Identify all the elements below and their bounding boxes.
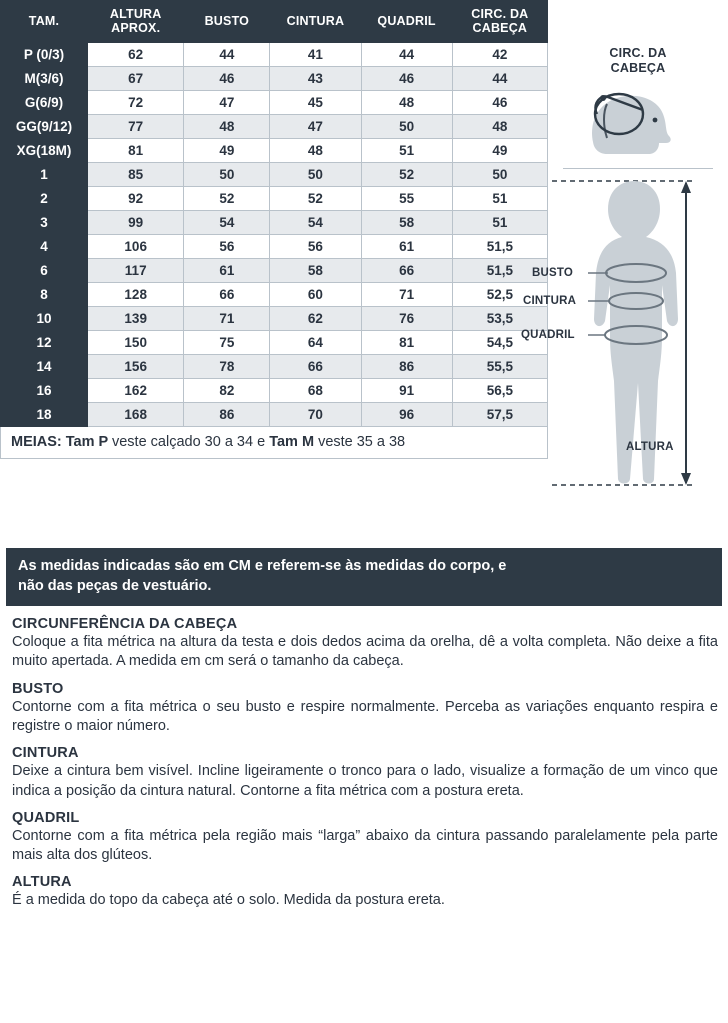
cell-cintura: 66 (270, 354, 361, 378)
table-row (1, 306, 548, 330)
cell-quadril: 66 (361, 258, 452, 282)
instructions-section (0, 606, 728, 911)
cell-altura: 156 (88, 354, 184, 378)
cell-cintura: 68 (270, 378, 361, 402)
cell-quadril: 46 (361, 66, 452, 90)
cell-quadril: 91 (361, 378, 452, 402)
table-row (1, 282, 548, 306)
cell-altura: 62 (88, 42, 184, 66)
cell-quadril: 86 (361, 354, 452, 378)
cell-altura: 81 (88, 138, 184, 162)
cell-cintura: 41 (270, 42, 361, 66)
cell-altura: 150 (88, 330, 184, 354)
instruction-text: É a medida do topo da cabeça até o solo. Medida da postura ereta. (12, 892, 445, 909)
table-row (1, 354, 548, 378)
cell-size: 4 (1, 234, 88, 258)
cell-size: 14 (1, 354, 88, 378)
column-header-altura: ALTURA APROX. (88, 1, 184, 43)
instruction-title: CINTURA (12, 745, 79, 762)
table-row (1, 186, 548, 210)
cell-quadril: 48 (361, 90, 452, 114)
column-header-tam: TAM. (1, 1, 88, 43)
instruction-text: Contorne com a fita métrica o seu busto e respire normalmente. Perceba as variações enquanto respira e registre o maior número. (12, 698, 718, 734)
cell-cabeca: 51,5 (452, 234, 547, 258)
column-header-busto: BUSTO (184, 1, 270, 43)
cell-busto: 54 (184, 210, 270, 234)
figure-panel (521, 0, 728, 540)
cell-busto: 47 (184, 90, 270, 114)
cell-cintura: 58 (270, 258, 361, 282)
measurement-note-bar (6, 548, 722, 606)
cell-quadril: 76 (361, 306, 452, 330)
cell-altura: 67 (88, 66, 184, 90)
table-row (1, 258, 548, 282)
body-illustration-area (521, 169, 728, 499)
cell-cabeca: 42 (452, 42, 547, 66)
table-row (1, 402, 548, 426)
cell-cintura: 43 (270, 66, 361, 90)
cell-cabeca: 56,5 (452, 378, 547, 402)
table-header-row (1, 1, 548, 43)
cell-quadril: 44 (361, 42, 452, 66)
cell-size: 12 (1, 330, 88, 354)
size-table-block (0, 0, 548, 459)
note-line-2: não das peças de vestuário. (18, 577, 212, 594)
cell-size: 1 (1, 162, 88, 186)
cell-cintura: 45 (270, 90, 361, 114)
cell-busto: 66 (184, 282, 270, 306)
cell-altura: 77 (88, 114, 184, 138)
cell-altura: 168 (88, 402, 184, 426)
table-row (1, 234, 548, 258)
cell-busto: 49 (184, 138, 270, 162)
instruction-text: Coloque a fita métrica na altura da testa e dois dedos acima da orelha, dê a volta completa. Não deixe a fita muito apertada. A medida em cm será o tamanho da cabeça. (12, 634, 718, 670)
socks-note-tam-m: Tam M (269, 433, 319, 450)
cell-cabeca: 48 (452, 114, 547, 138)
note-line-1: As medidas indicadas são em CM e referem-se às medidas do corpo, e (18, 558, 507, 574)
cell-altura: 72 (88, 90, 184, 114)
cell-size: 6 (1, 258, 88, 282)
cell-cabeca: 44 (452, 66, 547, 90)
cell-altura: 92 (88, 186, 184, 210)
cell-busto: 48 (184, 114, 270, 138)
cell-quadril: 50 (361, 114, 452, 138)
cell-quadril: 71 (361, 282, 452, 306)
cell-size: P (0/3) (1, 42, 88, 66)
label-cintura: CINTURA (523, 295, 577, 307)
cell-cabeca: 49 (452, 138, 547, 162)
cell-cabeca: 51,5 (452, 258, 547, 282)
cell-quadril: 51 (361, 138, 452, 162)
size-table-body (1, 42, 548, 426)
cell-altura: 85 (88, 162, 184, 186)
cell-busto: 82 (184, 378, 270, 402)
cell-altura: 117 (88, 258, 184, 282)
cell-cintura: 60 (270, 282, 361, 306)
cell-cabeca: 53,5 (452, 306, 547, 330)
cell-altura: 162 (88, 378, 184, 402)
cell-cabeca: 46 (452, 90, 547, 114)
cell-cintura: 64 (270, 330, 361, 354)
table-row (1, 90, 548, 114)
cell-cabeca: 51 (452, 210, 547, 234)
table-row (1, 330, 548, 354)
cell-cabeca: 54,5 (452, 330, 547, 354)
head-profile-illustration (563, 80, 713, 158)
column-header-cabeca: CIRC. DA CABEÇA (452, 1, 547, 43)
cell-altura: 106 (88, 234, 184, 258)
cell-cintura: 70 (270, 402, 361, 426)
cell-cintura: 52 (270, 186, 361, 210)
size-table (0, 0, 548, 427)
instruction-text: Deixe a cintura bem visível. Incline ligeiramente o tronco para o lado, visualize a formação de um vinco que indica a posição da cintura natural. Contorne a fita métrica com a postura ereta. (12, 763, 718, 799)
cell-cintura: 54 (270, 210, 361, 234)
socks-note (0, 427, 548, 459)
cell-altura: 139 (88, 306, 184, 330)
cell-altura: 128 (88, 282, 184, 306)
cell-cabeca: 51 (452, 186, 547, 210)
cell-size: 2 (1, 186, 88, 210)
table-row (1, 162, 548, 186)
table-row (1, 378, 548, 402)
cell-size: 18 (1, 402, 88, 426)
cell-size: M(3/6) (1, 66, 88, 90)
cell-quadril: 96 (361, 402, 452, 426)
cell-quadril: 81 (361, 330, 452, 354)
cell-altura: 99 (88, 210, 184, 234)
table-row (1, 210, 548, 234)
socks-note-text-1: veste calçado 30 a 34 e (111, 433, 270, 450)
label-quadril: QUADRIL (521, 329, 575, 341)
socks-note-text-2: veste 35 a 38 (318, 433, 406, 450)
cell-size: 16 (1, 378, 88, 402)
cell-size: 10 (1, 306, 88, 330)
cell-quadril: 52 (361, 162, 452, 186)
head-measure-label: CIRC. DA CABEÇA (609, 46, 667, 75)
cell-cintura: 62 (270, 306, 361, 330)
cell-size: 3 (1, 210, 88, 234)
cell-quadril: 61 (361, 234, 452, 258)
cell-busto: 50 (184, 162, 270, 186)
cell-cintura: 48 (270, 138, 361, 162)
table-row (1, 138, 548, 162)
cell-busto: 44 (184, 42, 270, 66)
cell-cintura: 47 (270, 114, 361, 138)
socks-note-prefix: MEIAS: (11, 433, 62, 450)
cell-busto: 46 (184, 66, 270, 90)
socks-note-tam-p: Tam P (61, 433, 112, 450)
cell-cabeca: 55,5 (452, 354, 547, 378)
table-row (1, 42, 548, 66)
cell-busto: 86 (184, 402, 270, 426)
cell-cintura: 50 (270, 162, 361, 186)
cell-size: GG(9/12) (1, 114, 88, 138)
instruction-title: BUSTO (12, 680, 64, 697)
cell-busto: 52 (184, 186, 270, 210)
cell-cabeca: 52,5 (452, 282, 547, 306)
cell-busto: 61 (184, 258, 270, 282)
column-header-quadril: QUADRIL (361, 1, 452, 43)
label-altura: ALTURA (626, 441, 674, 453)
cell-cabeca: 50 (452, 162, 547, 186)
cell-busto: 56 (184, 234, 270, 258)
table-row (1, 114, 548, 138)
cell-size: 8 (1, 282, 88, 306)
cell-cabeca: 57,5 (452, 402, 547, 426)
cell-busto: 75 (184, 330, 270, 354)
cell-quadril: 58 (361, 210, 452, 234)
instruction-text: Contorne com a fita métrica pela região mais “larga” abaixo da cintura passando paralelamente pela parte mais alta dos glúteos. (12, 827, 718, 864)
cell-busto: 78 (184, 354, 270, 378)
table-row (1, 66, 548, 90)
cell-cintura: 56 (270, 234, 361, 258)
cell-size: G(6/9) (1, 90, 88, 114)
instruction-title: QUADRIL (12, 809, 80, 826)
column-header-cintura: CINTURA (270, 1, 361, 43)
cell-quadril: 55 (361, 186, 452, 210)
cell-size: XG(18M) (1, 138, 88, 162)
cell-busto: 71 (184, 306, 270, 330)
label-busto: BUSTO (532, 267, 574, 279)
instruction-title: CIRCUNFERÊNCIA DA CABEÇA (12, 616, 238, 633)
instruction-title: ALTURA (12, 874, 72, 891)
